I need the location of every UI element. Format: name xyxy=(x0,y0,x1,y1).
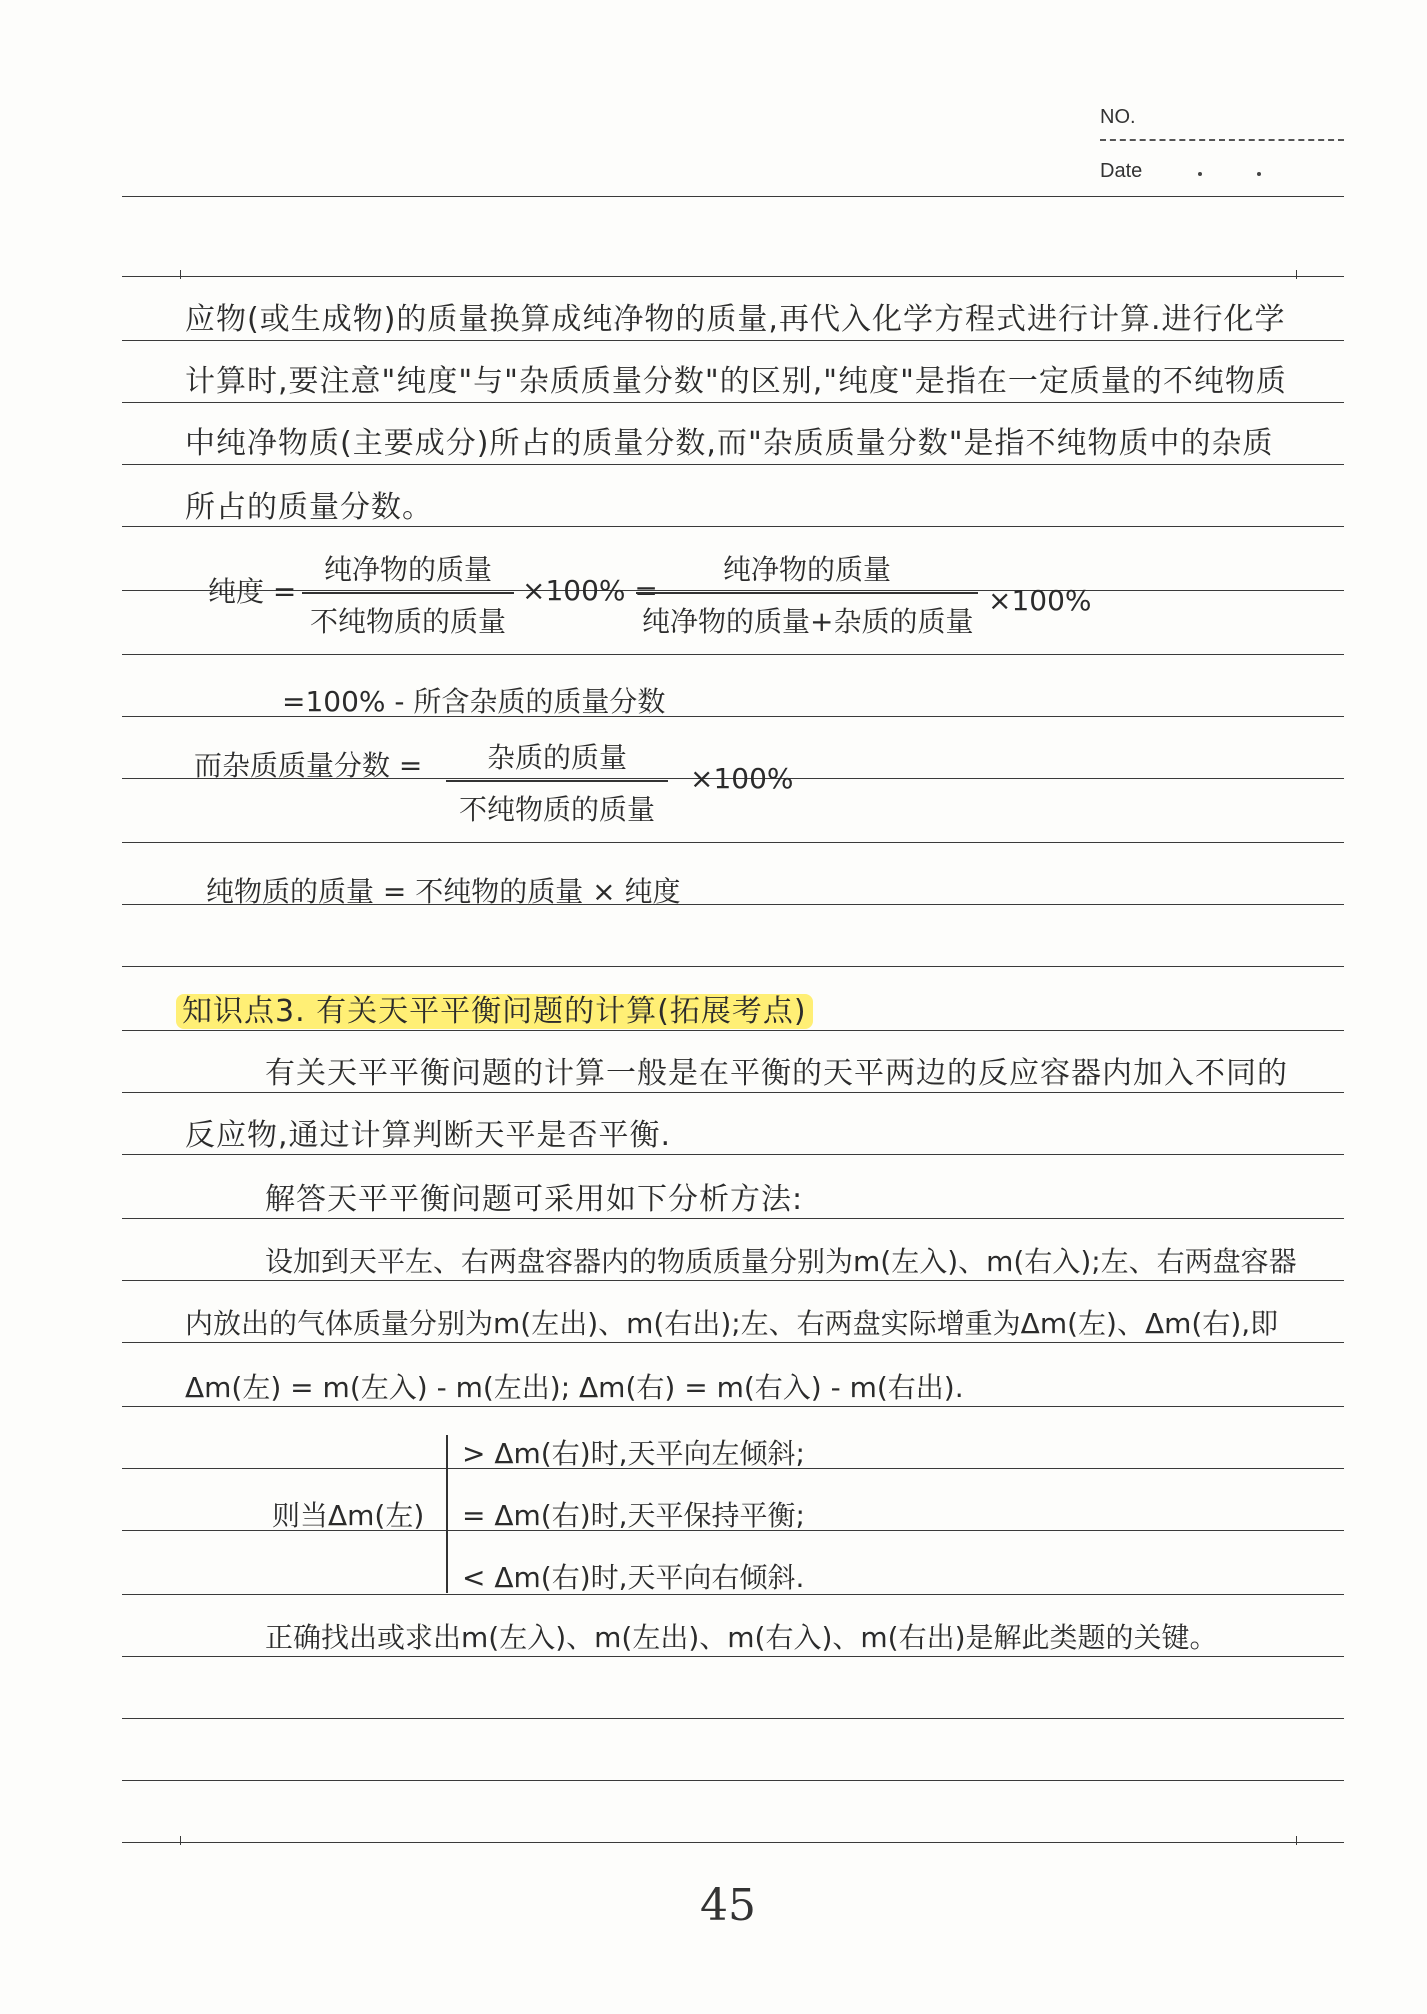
purity-line-2: =100% - 所含杂质的质量分数 xyxy=(282,685,666,718)
ruled-line xyxy=(122,1030,1344,1031)
case-item: > Δm(右)时,天平向左倾斜; xyxy=(462,1437,805,1470)
ruled-tick xyxy=(180,1836,181,1845)
section-title-highlight: 知识点3. 有关天平平衡问题的计算(拓展考点) xyxy=(176,994,813,1029)
ruled-line xyxy=(122,654,1344,655)
case-item: < Δm(右)时,天平向右倾斜. xyxy=(462,1561,805,1594)
ruled-line xyxy=(122,526,1344,527)
ruled-line xyxy=(122,966,1344,967)
ruled-line xyxy=(122,1092,1344,1093)
ruled-line xyxy=(122,1780,1344,1781)
ruled-line xyxy=(122,842,1344,843)
fraction-denominator: 不纯物质的质量 xyxy=(309,605,506,638)
paragraph-line: 中纯净物质(主要成分)所占的质量分数,而"杂质质量分数"是指不纯物质中的杂质 xyxy=(185,426,1274,461)
ruled-tick xyxy=(1296,270,1297,279)
case-lhs: 则当Δm(左) xyxy=(272,1499,425,1532)
ruled-line xyxy=(122,196,1344,197)
paragraph-line: 计算时,要注意"纯度"与"杂质质量分数"的区别,"纯度"是指在一定质量的不纯物质 xyxy=(185,364,1287,399)
ruled-line xyxy=(122,1280,1344,1281)
ruled-line xyxy=(122,1342,1344,1343)
ruled-line xyxy=(122,276,1344,277)
impurity-fraction xyxy=(452,736,662,828)
purity-times-1: ×100% = xyxy=(522,574,658,607)
case-item: = Δm(右)时,天平保持平衡; xyxy=(462,1499,805,1532)
ruled-line xyxy=(122,1154,1344,1155)
date-dot xyxy=(1257,172,1261,176)
ruled-line xyxy=(122,1718,1344,1719)
fraction-denominator: 不纯物质的质量 xyxy=(458,793,655,826)
section-line: 内放出的气体质量分别为m(左出)、m(右出);左、右两盘实际增重为Δm(左)、Δm(右),即 xyxy=(185,1307,1279,1340)
ruled-line xyxy=(122,402,1344,403)
impurity-lhs: 而杂质质量分数 = xyxy=(194,749,423,782)
ruled-line xyxy=(122,340,1344,341)
conclusion-line: 正确找出或求出m(左入)、m(左出)、m(右入)、m(右出)是解此类题的关键。 xyxy=(265,1621,1218,1654)
section-line: Δm(左) = m(左入) - m(左出); Δm(右) = m(右入) - m(右出). xyxy=(185,1371,964,1404)
impurity-times: ×100% xyxy=(690,762,794,795)
ruled-line xyxy=(122,1842,1344,1843)
ruled-line xyxy=(122,1406,1344,1407)
purity-fraction-2 xyxy=(642,548,972,640)
fraction-denominator: 纯净物的质量+杂质的质量 xyxy=(642,605,974,638)
page-number: 45 xyxy=(700,1880,756,1931)
fraction-numerator: 纯净物的质量 xyxy=(323,553,492,586)
purity-fraction-1 xyxy=(308,548,508,640)
ruled-line xyxy=(122,464,1344,465)
section-line: 反应物,通过计算判断天平是否平衡. xyxy=(185,1118,672,1153)
section-line: 有关天平平衡问题的计算一般是在平衡的天平两边的反应容器内加入不同的 xyxy=(265,1056,1288,1091)
section-line: 设加到天平左、右两盘容器内的物质质量分别为m(左入)、m(右入);左、右两盘容器 xyxy=(265,1245,1297,1278)
case-brace xyxy=(446,1435,448,1593)
fraction-numerator: 纯净物的质量 xyxy=(722,553,891,586)
no-label: NO. xyxy=(1100,106,1136,128)
ruled-tick xyxy=(1296,1836,1297,1845)
date-dot xyxy=(1198,172,1202,176)
pure-mass-formula: 纯物质的质量 = 不纯物的质量 × 纯度 xyxy=(206,875,681,908)
section-line: 解答天平平衡问题可采用如下分析方法: xyxy=(265,1182,804,1217)
ruled-tick xyxy=(180,270,181,279)
ruled-line xyxy=(122,1656,1344,1657)
paragraph-line: 所占的质量分数。 xyxy=(185,490,433,525)
header-dashed-line xyxy=(1100,139,1344,141)
paragraph-line: 应物(或生成物)的质量换算成纯净物的质量,再代入化学方程式进行计算.进行化学 xyxy=(185,302,1286,337)
purity-times-2: ×100% xyxy=(988,584,1092,617)
purity-lhs: 纯度 = xyxy=(208,575,297,608)
ruled-line xyxy=(122,1218,1344,1219)
section-title xyxy=(176,994,813,1030)
fraction-numerator: 杂质的质量 xyxy=(486,741,627,774)
date-label: Date xyxy=(1100,160,1143,182)
